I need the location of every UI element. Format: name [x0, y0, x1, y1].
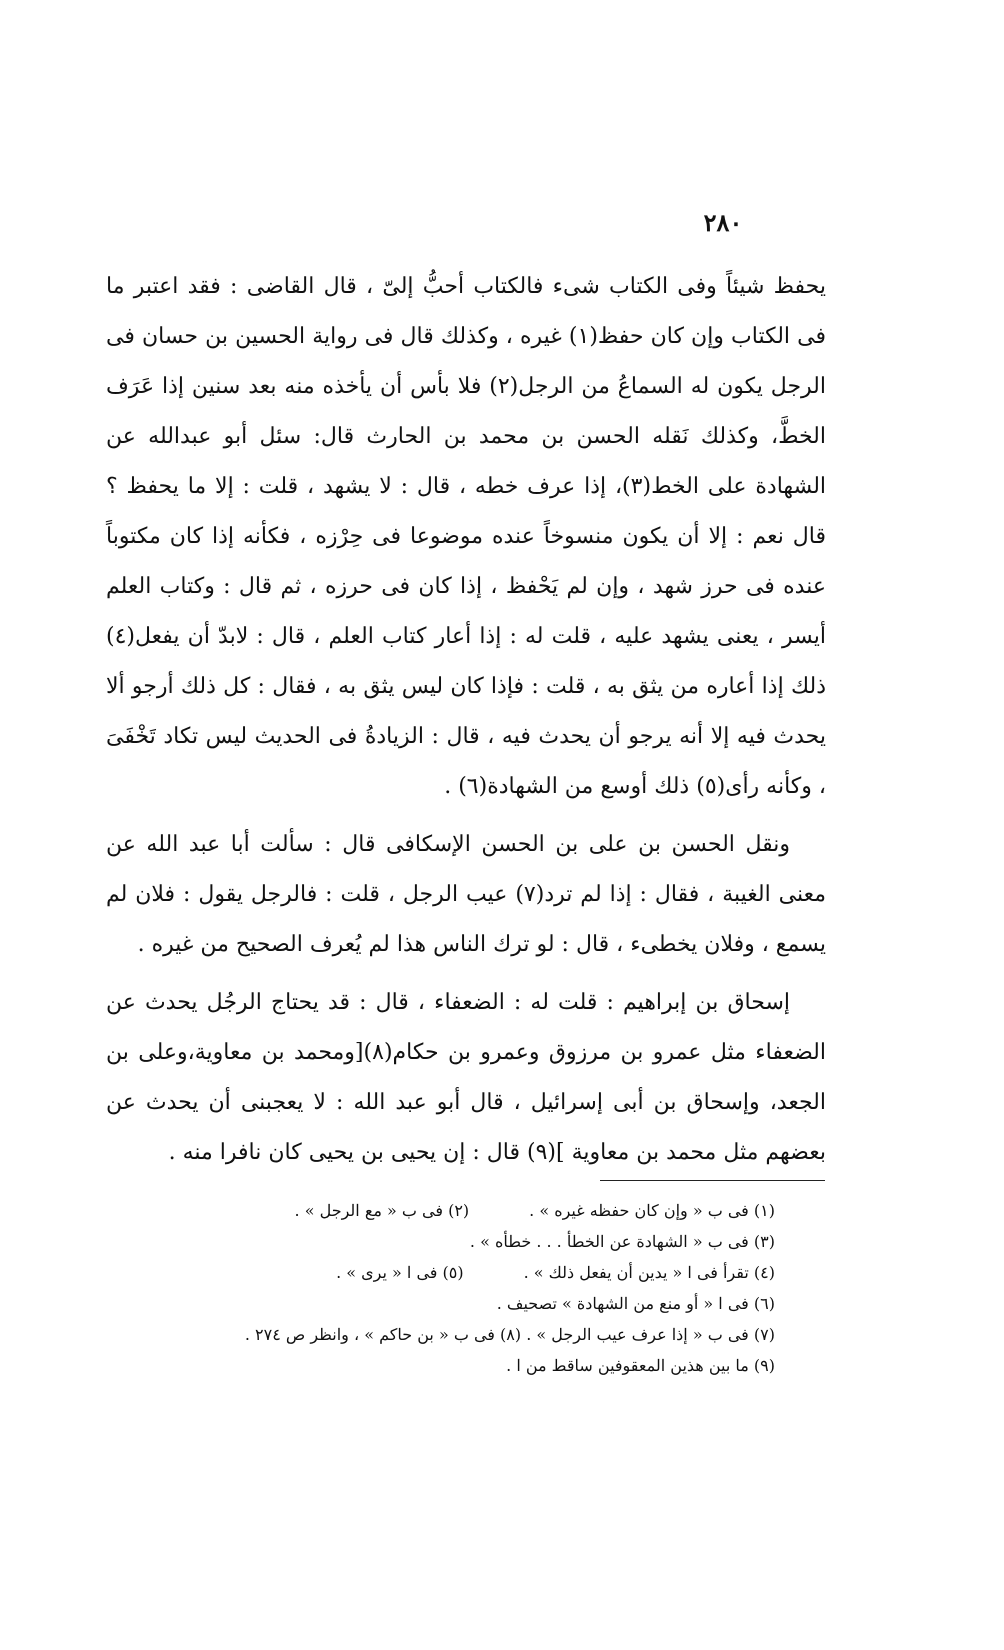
footnote: (٥) فى ا « يرى » . [336, 1263, 464, 1282]
footnote-line [160, 1226, 775, 1257]
footnote-line [160, 1350, 775, 1381]
footnote: (٤) تقرأ فى ا « يدين أن يفعل ذلك » . [523, 1263, 775, 1282]
paragraph: إسحاق بن إبراهيم : قلت له : الضعفاء ، قال : قد يحتاج الرجُل يحدث عن الضعفاء مثل عمرو بن مرزوق وعمرو بن حكام(٨)[ومحمد بن معاوية،وعلى بن الجعد، وإسحاق بن أبى إسرائيل ، قال أبو عبد الله : لا يعجبنى أن يحدث عن بعضهم مثل محمد بن معاوية ](٩) قال : إن يحيى بن يحيى كان نافرا منه . [106, 990, 826, 1165]
footnote: (٦) فى ا « أو منع من الشهادة » تصحيف . [496, 1294, 775, 1313]
footnote-line [160, 1257, 775, 1288]
footnote: (١) فى ب « وإن كان حفظه غيره » . [529, 1201, 775, 1220]
footnote-line [160, 1195, 775, 1226]
footnote-line [160, 1288, 775, 1319]
footnote: (٢) فى ب « مع الرجل » . [294, 1201, 470, 1220]
main-text [106, 262, 826, 1178]
footnote: (٧) فى ب « إذا عرف عيب الرجل » . (٨) فى ب « بن حاكم » ، وانظر ص ٢٧٤ . [244, 1325, 775, 1344]
footnote-line [160, 1319, 775, 1350]
footnotes [160, 1195, 775, 1381]
paragraph: يحفظ شيئاً وفى الكتاب شىء فالكتاب أحبُّ إلىّ ، قال القاضى : فقد اعتبر ما فى الكتاب وإن كان حفظ(١) غيره ، وكذلك قال فى رواية الحسين بن حسان فى الرجل يكون له السماعُ من الرجل(٢) فلا بأس أن يأخذه منه بعد سنين إذا عَرَف الخطَّ، وكذلك نَقله الحسن بن محمد بن الحارث قال: سئل أبو عبدالله عن الشهادة على الخط(٣)، إذا عرف خطه ، قال : لا يشهد ، قلت : إلا ما يحفظ ؟ قال نعم : إلا أن يكون منسوخاً عنده موضوعا فى حِرْزه ، فكأنه إذا كان مكتوباً عنده فى حرز شهد ، وإن لم يَحْفظ ، إذا كان فى حرزه ، ثم قال : وكتاب العلم أيسر ، يعنى يشهد عليه ، قلت له : إذا أعار كتاب العلم ، قال : لابدّ أن يفعل(٤) ذلك إذا أعاره من يثق به ، قلت : فإذا كان ليس يثق به ، فقال : كل ذلك أرجو ألا يحدث فيه إلا أنه يرجو أن يحدث فيه ، قال : الزيادةُ فى الحديث ليس تكاد تَخْفَىَ ، وكأنه رأى(٥) ذلك أوسع من الشهادة(٦) . [106, 274, 827, 799]
footnote: (٩) ما بين هذين المعقوفين ساقط من ا . [506, 1356, 775, 1375]
footnote: (٣) فى ب « الشهادة عن الخطأ . . . خطأه » . [469, 1232, 775, 1251]
page-number: ٢٨٠ [703, 208, 743, 237]
footnote-divider [600, 1180, 825, 1181]
paragraph: ونقل الحسن بن على بن الحسن الإسكافى قال : سألت أبا عبد الله عن معنى الغيبة ، فقال : إذا لم ترد(٧) عيب الرجل ، قلت : فالرجل يقول : فلان لم يسمع ، وفلان يخطىء ، قال : لو ترك الناس هذا لم يُعرف الصحيح من غيره . [106, 832, 826, 957]
